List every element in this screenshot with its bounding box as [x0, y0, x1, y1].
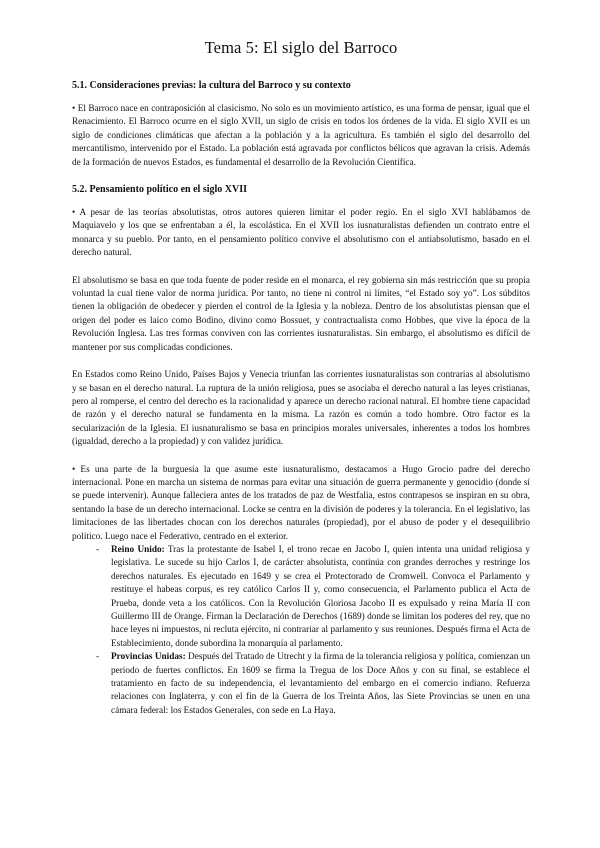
list-item — [96, 544, 530, 651]
paragraph: En Estados como Reino Unido, Países Bajos y Venecia triunfan las corrientes iusnaturalistas son contrarias al absolutismo y se basan en el derecho natural. La ruptura de la unión religiosa, pues se asociaba el derecho natural a las leyes cristianas, pero al romperse, el centro del derecho es la racionalidad y aparece un derecho racional natural. El hombre tiene capacidad de razón y el derecho natural se fundamenta en la misma. La razón es común a todo hombre. Otro factor es la secularización de la Iglesia. El iusnaturalismo se basa en principios morales universales, inherentes a todos los hombres (igualdad, derecho a la propiedad) y con validez jurídica. — [72, 370, 530, 448]
section-heading-5-1: 5.1. Consideraciones previas: la cultura del Barroco y su contexto — [72, 80, 351, 91]
list-item-label: Reino Unido: — [111, 544, 165, 555]
list-item-text: Después del Tratado de Utrecht y la firma de la tolerancia religiosa y política, comienzan un periodo de fuertes conflictos. En 1609 se firma la Tregua de los Doce Años y con su final, se establece el tratamiento en facto de su independencia, el levantamiento del embargo en el comercio indiano. Refuerza relaciones con Inglaterra, y con el fin de la Guerra de los Treinta Años, las Siete Provincias se unen en una cámara federal: los Estados Generales, con sede en La Haya. — [111, 652, 530, 716]
paragraph: • El Barroco nace en contraposición al clasicismo. No solo es un movimiento artístico, es una forma de pensar, igual que el Renacimiento. El Barroco ocurre en el siglo XVII, un siglo de crisis en todos los órdenes de la vida. El siglo XVII es un siglo de condiciones climáticas que afectan a la población y a la agricultura. Es también el siglo del desarrollo del mercantilismo, intervenido por el Estado. La población está agravada por conflictos bélicos que agravan la crisis. Además de la formación de nuevos Estados, es fundamental el desarrollo de la Revolución Científica. — [72, 104, 530, 168]
paragraph: • Es una parte de la burguesía la que asume este iusnaturalismo, destacamos a Hugo Grocio padre del derecho internacional. Pone en marcha un sistema de normas para evitar una situación de guerra permanente y genocidio (donde sí se puede intervenir). Aunque fallecierа antes de los tratados de paz de Westfalia, estos contrapesos se inspiran en su obra, sentando la base de un derecho internacional. Locke se centra en la división de poderes y la tolerancia. En el legislativo, las limitaciones de las libertades chocan con los derechos naturales (propiedad), por el abuso de poder y el desequilibrio político. Luego nace el Federativo, centrado en el exterior. — [72, 464, 530, 542]
paragraph: • A pesar de las teorías absolutistas, otros autores quieren limitar el poder regio. En el siglo XVI hablábamos de Maquiavelo y los que se enfrentaban a él, la escolástica. En el XVII los iusnaturalistas defienden un contrato entre el monarca y su pueblo. Por tanto, en el pensamiento político convive el absolutismo con el antiabsolutismo, basado en el derecho natural. — [72, 208, 530, 259]
list-item-label: Provincias Unidas: — [111, 652, 186, 663]
sub-list — [96, 544, 530, 718]
dash-icon: - — [96, 544, 100, 555]
page-title: Tema 5: El siglo del Barroco — [204, 38, 398, 57]
list-item — [96, 651, 530, 718]
dash-icon: - — [96, 652, 100, 663]
section-heading-5-2: 5.2. Pensamiento político en el siglo XVII — [72, 184, 247, 196]
paragraph: El absolutismo se basa en que toda fuente de poder reside en el monarca, el rey gobierna sin más restricción que su propia voluntad la cual tiene valor de norma jurídica. Por tanto, no tiene ni control ni límites, “el Estado soy yo”. Los súbditos tienen la obligación de obedecer y pierden el control de la Iglesia y la nobleza. Dentro de los absolutistas piensan que el origen del poder es laico como Bodino, divino como Bossuet, y contractualista como Hobbes, que vive la época de la Revolución Inglesa. Las tres formas conviven con las corrientes iusnaturalistas. Sin embargo, el absolutismo es difícil de mantener por sus complicadas condiciones. — [72, 275, 530, 353]
list-item-text: Tras la protestante de Isabel I, el trono recae en Jacobo I, quien intenta una unidad religiosa y legislativa. Le sucede su hijo Carlos I, de carácter absolutista, continúa con grandes derroches y restringe los derechos naturales. Es ejecutado en 1649 y se crea el Protectorado de Cromwell. Convoca el Parlamento y restituye el habeas corpus, es rey católico Carlos II y, como consecuencia, el Parlamento publica el Acta de Prueba, donde veta a los católicos. Con la Revolución Gloriosa Jacobo II es expulsado y reina María II con Guillermo III de Orange. Firman la Declaración de Derechos (1689) donde se limitan los poderes del rey, que no hace leyes ni impuestos, ni recluta ejército, ni contrariar al parlamento y sus reuniones. Después firma el Acta de Establecimiento, donde subordina la monarquía al parlamento. — [111, 544, 530, 649]
